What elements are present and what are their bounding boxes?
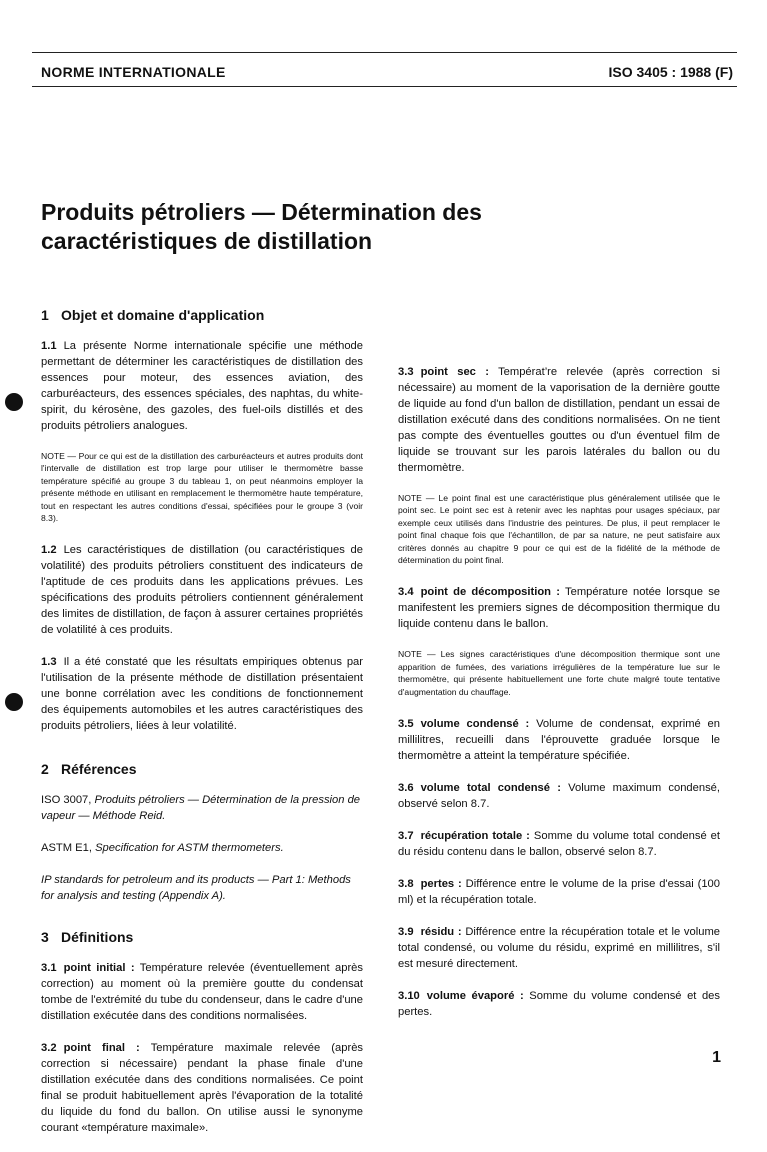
- right-column: [398, 306, 720, 1036]
- title-line-2: caractéristiques de distillation: [41, 228, 373, 254]
- header-rule: [32, 86, 737, 87]
- section-1-heading: 1 Objet et domaine d'application: [41, 307, 265, 323]
- definition-3-5: 3.5 volume condensé : Volume de condensat, exprimé en millilitres, recueilli dans l'éprouvette graduée lorsque le thermomètre a atteint la température spécifiée.: [398, 718, 720, 763]
- reference-astm-e1: ASTM E1, Specification for ASTM thermometers.: [41, 842, 284, 855]
- reference-iso-3007: ISO 3007, Produits pétroliers — Détermination de la pression de vapeur — Méthode Reid.: [41, 794, 361, 823]
- definition-3-3: 3.3 point sec : Températ’re relevée (après correction si nécessaire) au moment de la vaporisation de la dernière goutte de liquide au fond d'un ballon de distillation, pendant un essai de distillation exécuté dans des conditions normalisées. On ne tient pas compte des éventuelles gouttes ou d'un éventuel film de liquide se trouvant sur les parois latérales du ballon ou du thermomètre.: [398, 366, 721, 474]
- section-3-heading: 3 Définitions: [41, 929, 134, 946]
- paragraph-1-2: 1.2 Les caractéristiques de distillation (ou caractéristiques de volatilité) des produits pétroliers constituent des indicateurs de l'aptitude de ces produits dans les applications prévues. Les spécifications des produits pétroliers contiennent généralement des limites de distillation, de façon à assurer certaines propriétés de volatilité à ces produits.: [41, 544, 363, 637]
- definition-3-1: 3.1 point initial : Température relevée (éventuellement après correction) au moment où la première goutte du condensat tombe de l'extrémité du tube du condenseur, dans le cadre d'une distillation exécutée dans des conditions normalisées.: [41, 962, 363, 1023]
- note-3-3: NOTE — Le point final est une caractéristique plus généralement utilisée que le point sec. Le point sec est à retenir avec les naphtas pour usages spéciaux, par exemple ceux utilisés dans l'industrie des peintures. De plus, il peut remplacer le point final chaque fois que l'échantillon, de par sa nature, ne peut satisfaire aux critères donnés au chapitre 9 pour ce qui est de la fidélité de la méthode de détermination du point final.: [398, 493, 720, 566]
- page-number: 1: [712, 1049, 721, 1066]
- document-title: [41, 198, 601, 256]
- definition-3-6: 3.6 volume total condensé : Volume maximum condensé, observé selon 8.7.: [398, 782, 721, 811]
- binder-hole-lower: [5, 693, 23, 711]
- definition-3-2: 3.2 point final : Température maximale relevée (après correction si nécessaire) pendant la phase finale d'une distillation exécutée dans des conditions normalisées. Ce point final se produit habituellement après l'évaporation de la totalité du liquide du fond du ballon. On utilise aussi le synonyme courant «température maximale».: [41, 1042, 364, 1135]
- note-1-1: NOTE — Pour ce qui est de la distillation des carburéacteurs et autres produits dont l'intervalle de distillation est trop large pour utiliser le thermomètre basse température spécifié au groupe 3 du tableau 1, on peut néanmoins employer la présente méthode en utilisant en remplacement le thermomètre haute température, tout en respectant les autres conditions d'essai, spécifiées pour le groupe 3 (voir 8.3).: [41, 451, 363, 524]
- definition-3-10: 3.10 volume évaporé : Somme du volume condensé et des pertes.: [398, 990, 720, 1019]
- header-standard-type: NORME INTERNATIONALE: [41, 64, 226, 80]
- definition-3-4: 3.4 point de décomposition : Température notée lorsque se manifestent les premiers signes de décomposition thermique du liquide contenu dans le ballon.: [398, 586, 721, 631]
- note-3-4: NOTE — Les signes caractéristiques d'une décomposition thermique sont une apparition de fumées, des variations irrégulières de la température lue sur le thermomètre, qui présente habituellement une forte chute malgré toute tentative d'augmentation du chauffage.: [398, 649, 720, 697]
- paragraph-1-3: 1.3 Il a été constaté que les résultats empiriques obtenus par l'utilisation de la présente méthode de distillation présentaient une bonne corrélation avec les conditions de fonctionnement des équipements automobiles et les autres caractéristiques des produits pétroliers, liées à leur volatilité.: [41, 656, 363, 733]
- header-standard-number: ISO 3405 : 1988 (F): [608, 64, 733, 80]
- reference-ip-standards: IP standards for petroleum and its products — Part 1: Methods for analysis and testing (Appendix A).: [41, 874, 351, 903]
- top-rule: [32, 52, 737, 53]
- left-column: [41, 306, 363, 1152]
- definition-3-8: 3.8 pertes : Différence entre le volume de la prise d'essai (100 ml) et la récupération totale.: [398, 878, 720, 907]
- definition-3-7: 3.7 récupération totale : Somme du volume total condensé et du résidu contenu dans le ballon, observé selon 8.7.: [398, 830, 721, 859]
- section-2-heading: 2 Références: [41, 761, 137, 778]
- binder-hole-upper: [5, 393, 23, 411]
- title-line-1: Produits pétroliers — Détermination des: [41, 199, 482, 225]
- paragraph-1-1: 1.1 La présente Norme internationale spécifie une méthode permettant de déterminer les caractéristiques de distillation des essences pour moteur, des essences aviation, des carburéacteurs, des essences spéciales, des naphtas, du white-spirit, du kérosène, des gazoles, des fuel-oils distillés et des produits pétroliers analogues.: [41, 340, 363, 432]
- definition-3-9: 3.9 résidu : Différence entre la récupération totale et le volume total condensé, ou volume du résidu, exprimé en millilitres, s'il est mesuré directement.: [398, 926, 720, 971]
